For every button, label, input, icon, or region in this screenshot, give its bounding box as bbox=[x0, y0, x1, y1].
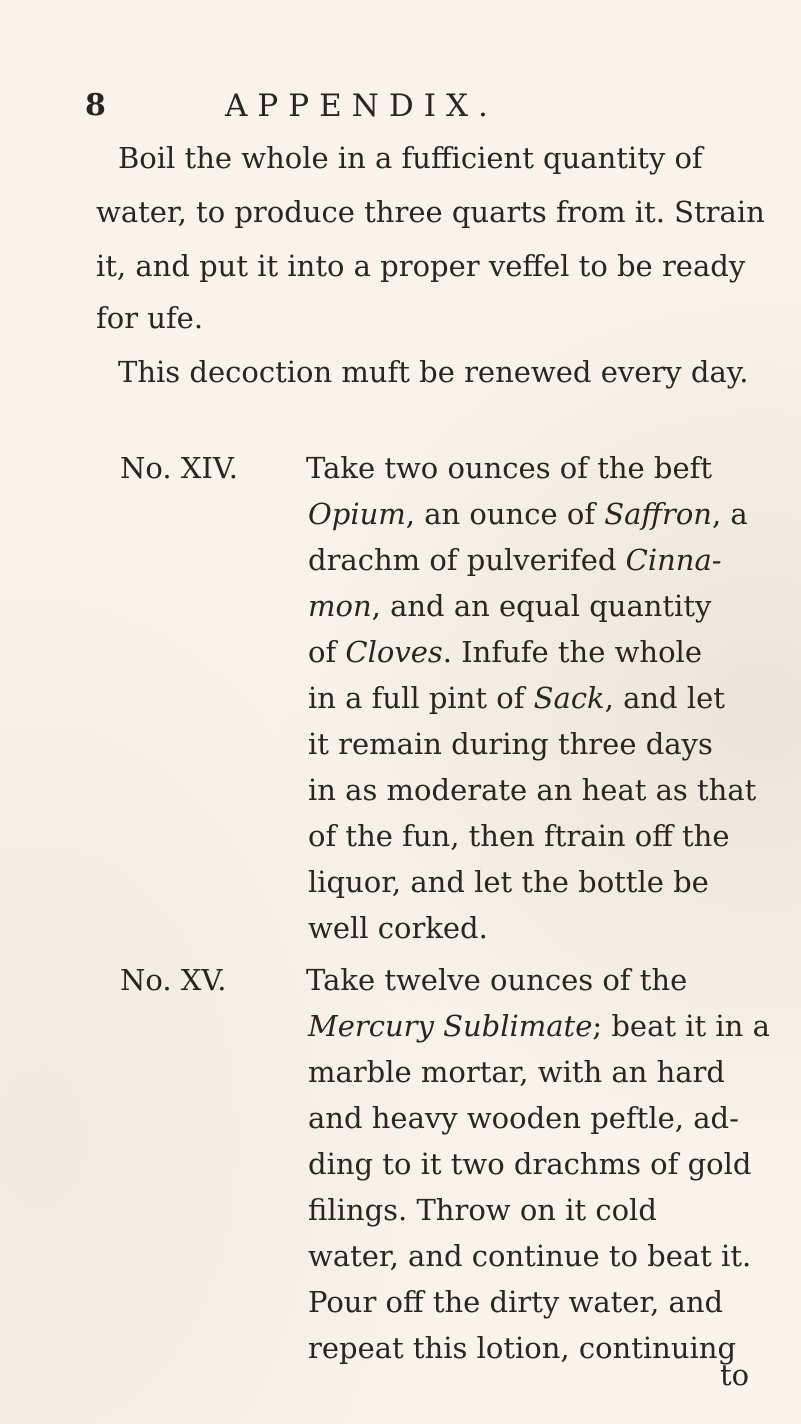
text-line: of the fun, then ftrain off the bbox=[308, 819, 730, 853]
text-line: well corked. bbox=[308, 911, 488, 945]
entry-number: No. XV. bbox=[120, 963, 227, 997]
text-line: water, to produce three quarts from it. Strain bbox=[96, 195, 765, 229]
text-line: Opium, an ounce of Saffron, a bbox=[308, 497, 748, 531]
text-line: for ufe. bbox=[96, 301, 204, 335]
text-line: Take twelve ounces of the bbox=[306, 963, 688, 997]
text-line: it remain during three days bbox=[308, 727, 713, 761]
text-line: filings. Throw on it cold bbox=[308, 1193, 657, 1227]
text-line: and heavy wooden peftle, ad- bbox=[308, 1101, 739, 1135]
text-line: marble mortar, with an hard bbox=[308, 1055, 725, 1089]
intro-paragraph bbox=[96, 138, 778, 389]
text-line: water, and continue to beat it. bbox=[308, 1239, 752, 1273]
text-line: Mercury Sublimate; beat it in a bbox=[308, 1009, 770, 1043]
text-line: Pour off the dirty water, and bbox=[308, 1285, 724, 1319]
text-line: in a full pint of Sack, and let bbox=[308, 681, 725, 715]
page-number: 8 bbox=[85, 88, 106, 123]
running-head: APPENDIX. bbox=[225, 88, 498, 124]
text-line: Boil the whole in a fufficient quantity of bbox=[118, 141, 703, 175]
text-line: This decoction muft be renewed every day. bbox=[118, 355, 749, 389]
text-line: of Cloves. Infufe the whole bbox=[308, 635, 702, 669]
text-line: Take two ounces of the beft bbox=[306, 451, 713, 485]
text-line: liquor, and let the bottle be bbox=[308, 865, 709, 899]
entry-number: No. XIV. bbox=[120, 451, 238, 485]
page-header bbox=[85, 88, 685, 132]
text-line: repeat this lotion, continuing bbox=[308, 1331, 737, 1365]
catchword: to bbox=[720, 1358, 750, 1392]
text-line: mon, and an equal quantity bbox=[308, 589, 712, 623]
text-line: it, and put it into a proper veffel to be ready bbox=[96, 249, 746, 283]
text-line: in as moderate an heat as that bbox=[308, 773, 757, 807]
text-line: ding to it two drachms of gold bbox=[308, 1147, 752, 1181]
text-line: drachm of pulverifed Cinna- bbox=[308, 543, 722, 577]
